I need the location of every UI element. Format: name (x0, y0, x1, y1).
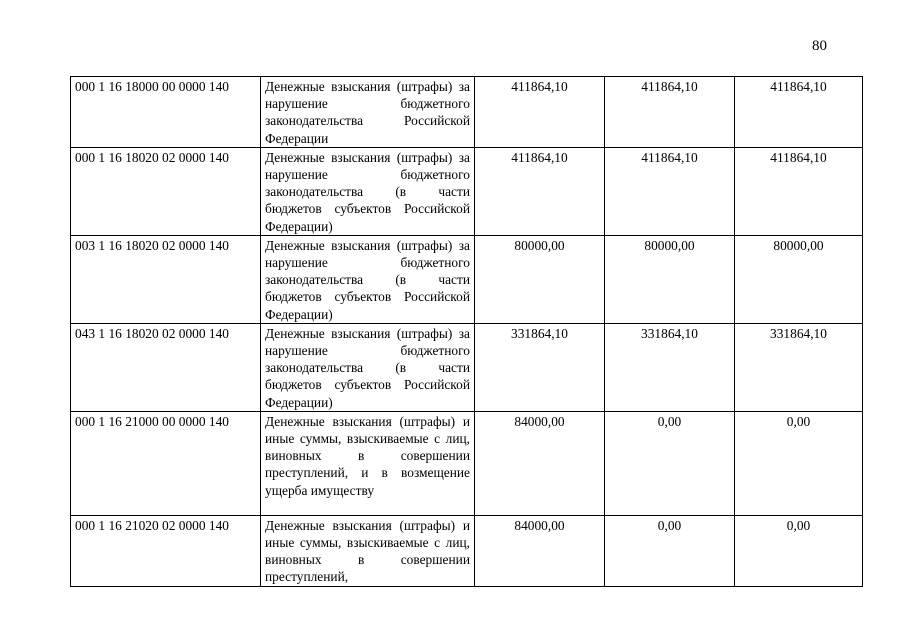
amount-cell-1: 411864,10 (475, 147, 605, 235)
amount-cell-2: 331864,10 (605, 323, 735, 411)
budget-code-cell: 000 1 16 18000 00 0000 140 (71, 77, 261, 148)
amount-cell-2: 80000,00 (605, 235, 735, 323)
revenue-name-cell: Денежные взыскания (штрафы) за нарушение бюджетного законодательства (в части бюджетов субъектов Российской Федерации) (261, 323, 475, 411)
amount-cell-2: 0,00 (605, 515, 735, 586)
amount-cell-1: 84000,00 (475, 411, 605, 515)
revenue-name-cell: Денежные взыскания (штрафы) за нарушение бюджетного законодательства (в части бюджетов субъектов Российской Федерации) (261, 235, 475, 323)
table-row (71, 323, 863, 411)
amount-cell-2: 411864,10 (605, 147, 735, 235)
table-row (71, 235, 863, 323)
budget-code-cell: 003 1 16 18020 02 0000 140 (71, 235, 261, 323)
budget-code-cell: 043 1 16 18020 02 0000 140 (71, 323, 261, 411)
budget-revenue-table (70, 76, 863, 587)
amount-cell-3: 331864,10 (735, 323, 863, 411)
amount-cell-1: 331864,10 (475, 323, 605, 411)
amount-cell-3: 80000,00 (735, 235, 863, 323)
amount-cell-3: 0,00 (735, 515, 863, 586)
revenue-name-cell: Денежные взыскания (штрафы) и иные суммы, взыскиваемые с лиц, виновных в совершении преступлений, и в возмещение ущерба имуществу (261, 411, 475, 515)
table-row (71, 411, 863, 515)
amount-cell-2: 0,00 (605, 411, 735, 515)
amount-cell-3: 411864,10 (735, 77, 863, 148)
revenue-name-cell: Денежные взыскания (штрафы) за нарушение бюджетного законодательства (в части бюджетов субъектов Российской Федерации) (261, 147, 475, 235)
budget-code-cell: 000 1 16 21000 00 0000 140 (71, 411, 261, 515)
page-number: 80 (812, 38, 827, 54)
budget-code-cell: 000 1 16 18020 02 0000 140 (71, 147, 261, 235)
revenue-name-cell: Денежные взыскания (штрафы) за нарушение бюджетного законодательства Российской Федерации (261, 77, 475, 148)
table-row (71, 77, 863, 148)
table-row (71, 147, 863, 235)
amount-cell-3: 0,00 (735, 411, 863, 515)
table-row (71, 515, 863, 586)
amount-cell-1: 411864,10 (475, 77, 605, 148)
amount-cell-1: 84000,00 (475, 515, 605, 586)
amount-cell-3: 411864,10 (735, 147, 863, 235)
revenue-name-cell: Денежные взыскания (штрафы) и иные суммы, взыскиваемые с лиц, виновных в совершении преступлений, (261, 515, 475, 586)
amount-cell-1: 80000,00 (475, 235, 605, 323)
budget-code-cell: 000 1 16 21020 02 0000 140 (71, 515, 261, 586)
amount-cell-2: 411864,10 (605, 77, 735, 148)
